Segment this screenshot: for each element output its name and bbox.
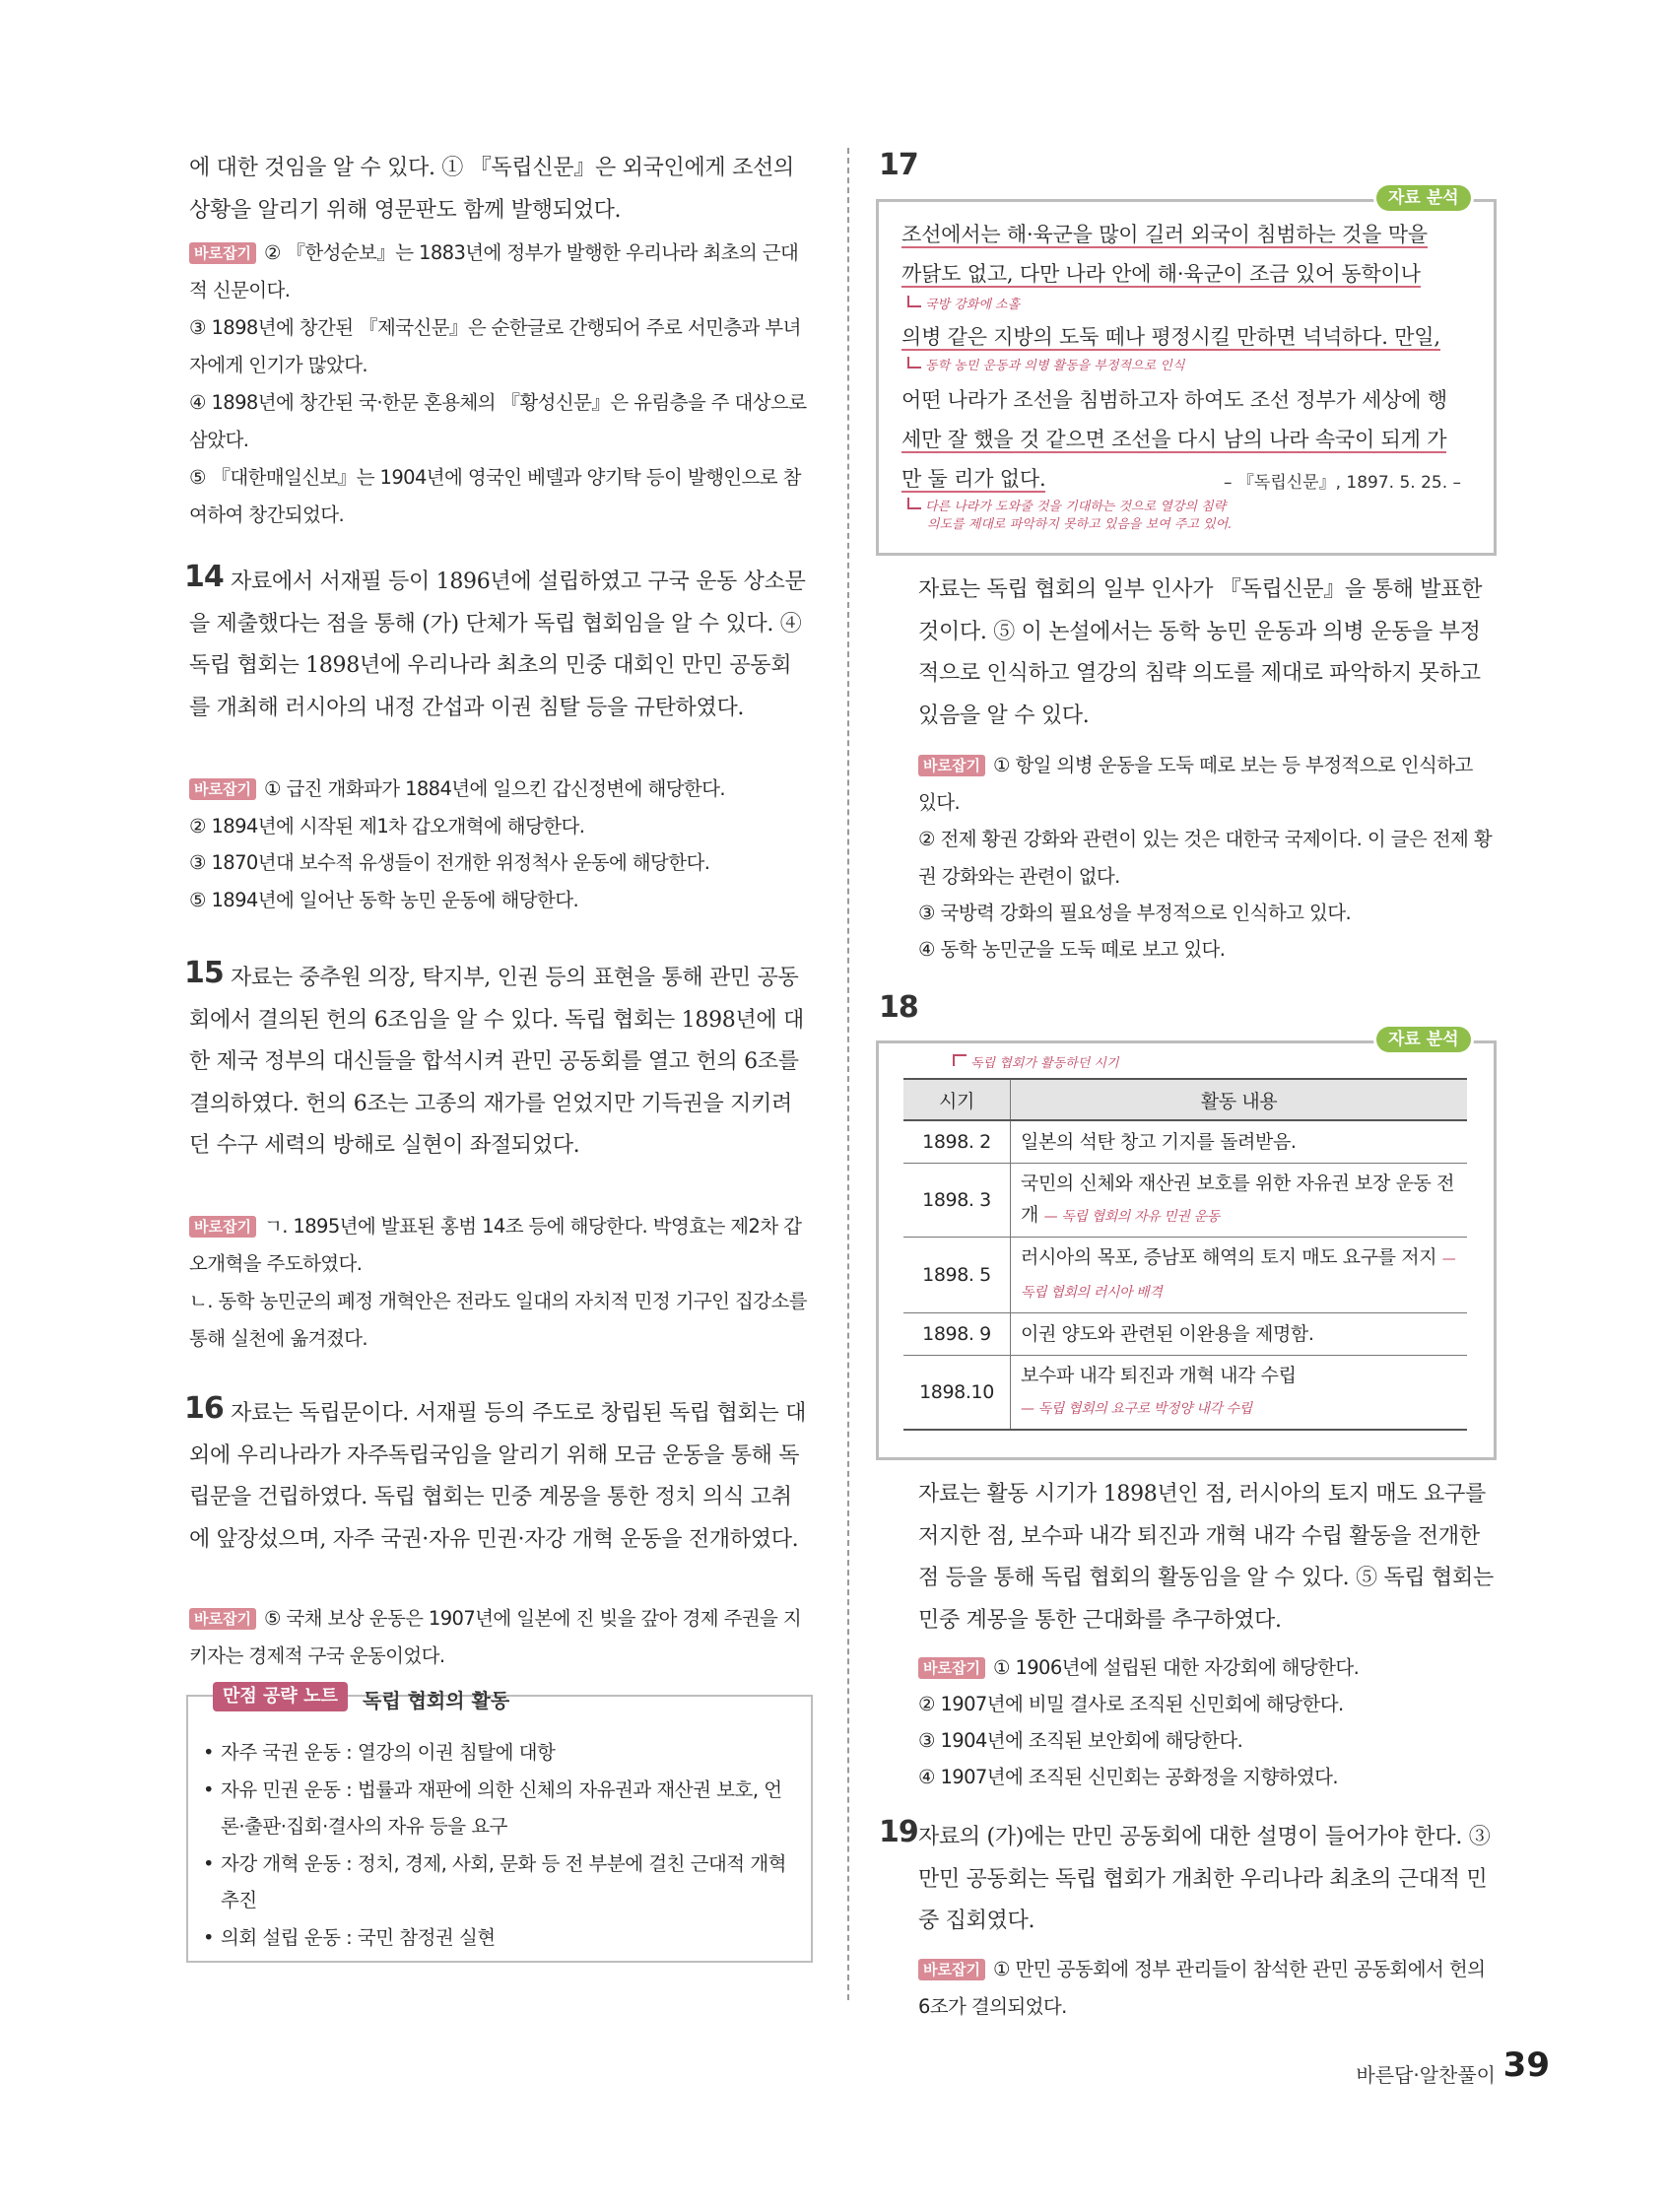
- fix-tag: 바로잡기: [189, 1216, 256, 1238]
- q15-explanation: 자료는 중추원 의장, 탁지부, 인권 등의 표현을 통해 관민 공동회에서 결의된 헌의 6조임을 알 수 있다. 독립 협회는 1898년에 대한 제국 정부의 대신들을 합석시켜 관민 공동회를 열고 헌의 6조를 결의하였다. 헌의 6조는 고종의 재가를 얻었지만 기득권을 지키려던 수구 세력의 방해로 실현이 좌절되었다.: [189, 966, 805, 1158]
- fix-tag: 바로잡기: [918, 755, 985, 776]
- table-cell-period: 1898. 5: [903, 1238, 1011, 1313]
- table-cell-content: 이권 양도와 관련된 이완용을 제명함.: [1011, 1313, 1468, 1356]
- q17-annotation-2: 동학 농민 운동과 의병 활동을 부정적으로 인식: [907, 357, 1184, 374]
- table-row: [903, 1164, 1467, 1238]
- question-number-19: 19: [879, 1815, 918, 1849]
- note-label: 만점 공략 노트: [213, 1682, 348, 1711]
- table-cell-content: 보수파 내각 퇴진과 개혁 내각 수립 — 독립 협회의 요구로 박정양 내각 수립: [1011, 1356, 1468, 1431]
- q18-table-annotation: 독립 협회가 활동하던 시기: [953, 1054, 1119, 1072]
- fix-tag: 바로잡기: [189, 242, 256, 264]
- source-analysis-label: 자료 분석: [1376, 185, 1471, 211]
- intro-fix-4: ④ 1898년에 창간된 국·한문 혼용체의 『황성신문』은 유림층을 주 대상으로 삼았다.: [189, 391, 807, 451]
- table-row: [903, 1120, 1467, 1164]
- question-number-15: 15: [184, 956, 224, 990]
- q19-explanation: 자료의 (가)에는 만민 공동회에 대한 설명이 들어가야 한다. ③ 만민 공동회는 독립 협회가 개최한 우리나라 최초의 근대적 민중 집회였다.: [918, 1825, 1491, 1933]
- intro-explanation: 에 대한 것임을 알 수 있다. ① 『독립신문』은 외국인에게 조선의 상황을 알리기 위해 영문판도 함께 발행되었다.: [189, 156, 794, 223]
- table-cell-content: 러시아의 목포, 증남포 해역의 토지 매도 요구를 저지 — 독립 협회의 러시아 배격: [1011, 1238, 1468, 1313]
- question-number-18: 18: [879, 990, 918, 1025]
- q17-fix-4: ④ 동학 농민군을 도둑 떼로 보고 있다.: [918, 938, 1226, 961]
- note-title: 독립 협회의 활동: [363, 1689, 510, 1712]
- table-cell-period: 1898. 3: [903, 1164, 1011, 1238]
- q14-fix-4: ⑤ 1894년에 일어난 동학 농민 운동에 해당한다.: [189, 889, 579, 911]
- note-list: [201, 1734, 792, 1956]
- table-row: [903, 1238, 1467, 1313]
- q17-source-line-4: 어떤 나라가 조선을 침범하고자 하여도 조선 정부가 세상에 행: [901, 388, 1447, 412]
- q18-activity-table: [903, 1078, 1467, 1431]
- table-cell-period: 1898.10: [903, 1356, 1011, 1431]
- q14-explanation: 자료에서 서재필 등이 1896년에 설립하였고 구국 운동 상소문을 제출했다는 점을 통해 (가) 단체가 독립 협회임을 알 수 있다. ④ 독립 협회는 1898년에 우리나라 최초의 민중 대회인 만민 공동회를 개최해 러시아의 내정 간섭과 이권 침탈 등을 규탄하였다.: [189, 570, 806, 720]
- q17-fix-1: 바로잡기 ① 항일 의병 운동을 도둑 떼로 보는 등 부정적으로 인식하고 있다.: [918, 754, 1473, 814]
- note-item: • 자유 민권 운동 : 법률과 재판에 의한 신체의 자유권과 재산권 보호, 언론·출판·집회·결사의 자유 등을 요구: [201, 1772, 792, 1845]
- q15-fix-1: 바로잡기 ㄱ. 1895년에 발표된 홍범 14조 등에 해당한다. 박영효는 제2차 갑오개혁을 주도하였다.: [189, 1215, 802, 1275]
- intro-fix-2: 바로잡기 ② 『한성순보』는 1883년에 정부가 발행한 우리나라 최초의 근대적 신문이다.: [189, 241, 799, 302]
- note-item: • 의회 설립 운동 : 국민 참정권 실현: [201, 1919, 792, 1957]
- fix-tag: 바로잡기: [918, 1959, 985, 1980]
- q17-annotation-1: 국방 강화에 소홀: [907, 296, 1020, 313]
- footer-book-title: 바른답·알찬풀이: [1356, 2063, 1496, 2087]
- fix-tag: 바로잡기: [918, 1657, 985, 1679]
- q15-fix-2: ㄴ. 동학 농민군의 폐정 개혁안은 전라도 일대의 자치적 민정 기구인 집강소를 통해 실천에 옮겨졌다.: [189, 1290, 807, 1350]
- q18-explanation: 자료는 활동 시기가 1898년인 점, 러시아의 토지 매도 요구를 저지한 점, 보수파 내각 퇴진과 개혁 내각 수립 활동을 전개한 점 등을 통해 독립 협회의 활동임을 알 수 있다. ⑤ 독립 협회는 민중 계몽을 통한 근대화를 추구하였다.: [918, 1482, 1494, 1633]
- table-header-period: 시기: [903, 1079, 1011, 1120]
- q14-fix-2: ② 1894년에 시작된 제1차 갑오개혁에 해당한다.: [189, 815, 585, 838]
- q18-fix-4: ④ 1907년에 조직된 신민회는 공화정을 지향하였다.: [918, 1766, 1338, 1788]
- table-cell-content: 국민의 신체와 재산권 보호를 위한 자유권 보장 운동 전개 — 독립 협회의 자유 민권 운동: [1011, 1164, 1468, 1238]
- q18-fix-1: 바로잡기 ① 1906년에 설립된 대한 자강회에 해당한다.: [918, 1649, 1495, 1687]
- q17-annotation-3b: 의도를 제대로 파악하지 못하고 있음을 보여 주고 있어.: [927, 517, 1233, 532]
- table-cell-period: 1898. 9: [903, 1313, 1011, 1356]
- source-analysis-label: 자료 분석: [1376, 1027, 1471, 1052]
- q18-fix-2: ② 1907년에 비밀 결사로 조직된 신민회에 해당한다.: [918, 1693, 1344, 1715]
- note-item: • 자강 개혁 운동 : 정치, 경제, 사회, 문화 등 전 부분에 걸친 근대적 개혁 추진: [201, 1845, 792, 1919]
- q17-source-line-6: 만 둘 리가 없다.: [901, 467, 1046, 491]
- table-cell-content: 일본의 석탄 창고 기지를 돌려받음.: [1011, 1120, 1468, 1164]
- q18-fix-3: ③ 1904년에 조직된 보안회에 해당한다.: [918, 1729, 1243, 1752]
- q17-citation: – 『독립신문』, 1897. 5. 25. –: [1224, 473, 1462, 493]
- q17-source-line-3: 의병 같은 지방의 도둑 떼나 평정시킬 만하면 넉넉하다. 만일,: [901, 325, 1440, 349]
- q16-explanation: 자료는 독립문이다. 서재필 등의 주도로 창립된 독립 협회는 대외에 우리나라가 자주독립국임을 알리기 위해 모금 운동을 통해 독립문을 건립하였다. 독립 협회는 민중 계몽을 통한 정치 의식 고취에 앞장섰으며, 자주 국권·자유 민권·자강 개혁 운동을 전개하였다.: [189, 1401, 807, 1552]
- q19-fix-1: 바로잡기 ① 만민 공동회에 정부 관리들이 참석한 관민 공동회에서 헌의 6조가 결의되었다.: [918, 1958, 1486, 2018]
- q17-source-line-5: 세만 잘 했을 것 같으면 조선을 다시 남의 나라 속국이 되게 가: [901, 428, 1447, 451]
- q17-explanation: 자료는 독립 협회의 일부 인사가 『독립신문』을 통해 발표한 것이다. ⑤ 이 논설에서는 동학 농민 운동과 의병 운동을 부정적으로 인식하고 열강의 침략 의도를 제대로 파악하지 못하고 있음을 알 수 있다.: [918, 577, 1483, 728]
- table-cell-period: 1898. 2: [903, 1120, 1011, 1164]
- column-divider: [847, 148, 849, 2000]
- q17-fix-3: ③ 국방력 강화의 필요성을 부정적으로 인식하고 있다.: [918, 902, 1352, 924]
- table-header-row: [903, 1079, 1467, 1120]
- q14-fix-3: ③ 1870년대 보수적 유생들이 전개한 위정척사 운동에 해당한다.: [189, 851, 710, 874]
- table-header-content: 활동 내용: [1011, 1079, 1468, 1120]
- fix-tag: 바로잡기: [189, 778, 256, 800]
- table-annotation: — 독립 협회의 자유 민권 운동: [1043, 1209, 1220, 1225]
- table-row: [903, 1356, 1467, 1431]
- intro-fix-5: ⑤ 『대한매일신보』는 1904년에 영국인 베델과 양기탁 등이 발행인으로 참여하여 창간되었다.: [189, 466, 801, 526]
- q16-fix-1: 바로잡기 ⑤ 국채 보상 운동은 1907년에 일본에 진 빚을 갚아 경제 주권을 지키자는 경제적 구국 운동이었다.: [189, 1607, 802, 1667]
- q14-fix-1: 바로잡기 ① 급진 개화파가 1884년에 일으킨 갑신정변에 해당한다.: [189, 771, 810, 808]
- page-number: 39: [1502, 2045, 1550, 2085]
- note-item: • 자주 국권 운동 : 열강의 이권 침탈에 대항: [201, 1734, 792, 1772]
- q17-source-line-2: 까닭도 없고, 다만 나라 안에 해·육군이 조금 있어 동학이나: [901, 262, 1421, 286]
- fix-tag: 바로잡기: [189, 1608, 256, 1630]
- table-row: [903, 1313, 1467, 1356]
- question-number-16: 16: [184, 1391, 224, 1426]
- table-annotation: — 독립 협회의 요구로 박정양 내각 수립: [1021, 1401, 1252, 1417]
- question-number-17: 17: [879, 148, 918, 182]
- q17-source-line-1: 조선에서는 해·육군을 많이 길러 외국이 침범하는 것을 막을: [901, 223, 1428, 246]
- q17-fix-2: ② 전제 황권 강화와 관련이 있는 것은 대한국 국제이다. 이 글은 전제 황권 강화와는 관련이 없다.: [918, 828, 1493, 888]
- question-number-14: 14: [184, 560, 224, 594]
- q17-annotation-3: 다른 나라가 도와줄 것을 기대하는 것으로 열강의 침략: [907, 498, 1226, 515]
- table-annotation: — 독립 협회의 러시아 배격: [1021, 1251, 1456, 1301]
- intro-fix-3: ③ 1898년에 창간된 『제국신문』은 순한글로 간행되어 주로 서민층과 부녀자에게 인기가 많았다.: [189, 316, 801, 376]
